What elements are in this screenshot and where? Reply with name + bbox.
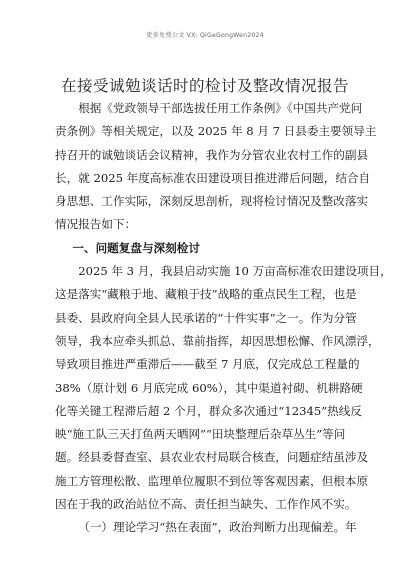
section-heading: 一、问题复盘与深刻检讨 [72, 240, 200, 255]
text-line: 这是落实“藏粮于地、藏粮于技”战略的重点民生工程，也是 [55, 287, 357, 302]
document-body [55, 97, 392, 540]
text-line: 施工方管理松散、监理单位履职不到位等客观因素，但根本原 [55, 473, 369, 488]
text-line: 情况报告如下： [55, 217, 137, 232]
text-line: 长，就 2025 年度高标准农田建设项目推进滞后问题，结合自 [55, 170, 371, 185]
text-line: 责条例》等相关规定，以及 2025 年 8 月 7 日县委主要领导主 [55, 124, 377, 139]
text-line: 导致项目推进严重滞后——截至 7 月底，仅完成总工程量的 [55, 357, 360, 372]
text-line: 根据《党政领导干部选拔任用工作条例》《中国共产党问 [78, 101, 363, 115]
text-line: 县委、县政府向全县人民承诺的“十件实事”之一。作为分管 [55, 310, 357, 325]
text-line: 2025 年 3 月，我县启动实施 10 万亩高标准农田建设项目， [78, 264, 392, 279]
section-paragraph [55, 260, 392, 516]
text-line: 38%（原计划 6 月底完成 60%），其中渠道衬砌、机耕路硬 [55, 380, 363, 395]
text-line: 持召开的诚勉谈话会议精神，我作为分管农业农村工作的副县 [55, 147, 369, 162]
text-line: 身思想、工作实际，深刻反思剖析，现将检讨情况及整改落实 [55, 194, 369, 209]
text-line: 领导，我本应牵头抓总、靠前指挥，却因思想松懈、作风漂浮， [55, 333, 380, 348]
subheading-paragraph [55, 516, 360, 539]
text-line: 化等关键工程滞后超 2 个月，群众多次通过“12345”热线反 [55, 403, 362, 418]
text-line: 因在于我的政治站位不高、责任担当缺失、工作作风不实。 [55, 497, 357, 512]
text-line: 题。经县委督查室、县农业农村局联合核查，问题症结虽涉及 [55, 450, 369, 465]
text-line: 映“施工队三天打鱼两天晒网”“田块整理后杂草丛生”等问 [55, 427, 346, 442]
document-title: 在接受诚勉谈话时的检讨及整改情况报告 [60, 77, 349, 95]
subheading-line: （一）理论学习“热在表面”，政治判断力出现偏差。年 [78, 520, 357, 535]
header-note: 更多免费公文 VX: QiGeGongWen2024 [146, 32, 264, 39]
intro-paragraph [55, 97, 377, 237]
